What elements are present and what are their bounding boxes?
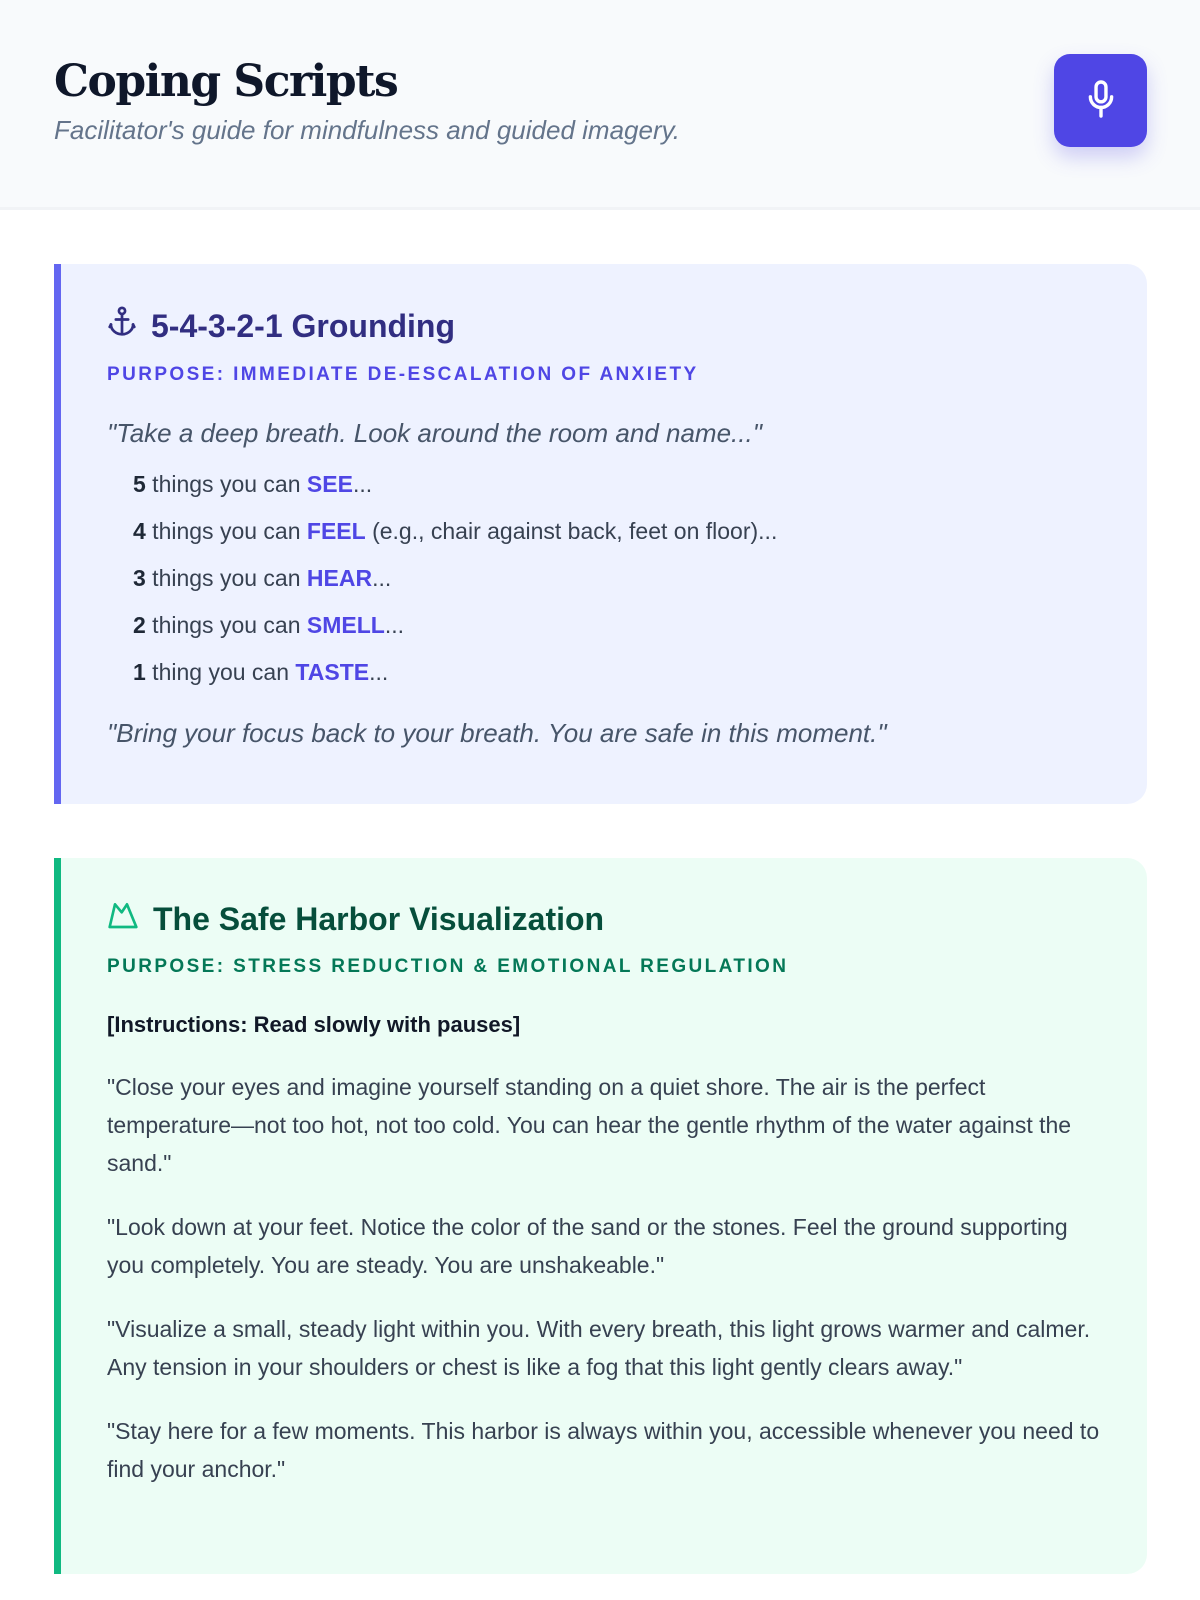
microphone-button[interactable] (1054, 54, 1147, 147)
card-title: The Safe Harbor Visualization (107, 900, 1103, 938)
list-item: 5 things you can SEE... (133, 471, 373, 497)
instructions-note: [Instructions: Read slowly with pauses] (107, 1012, 521, 1037)
mountain-icon (107, 900, 139, 938)
list-item: 1 thing you can TASTE... (133, 659, 389, 685)
list-item: 2 things you can SMELL... (133, 612, 405, 638)
page-title: Coping Scripts (54, 56, 398, 107)
script-paragraph: "Look down at your feet. Notice the color of the sand or the stones. Feel the ground supporting you completely. You are steady. You are unshakeable." (107, 1214, 1068, 1278)
script-paragraph: "Stay here for a few moments. This harbor is always within you, accessible whenever you need to find your anchor." (107, 1418, 1100, 1482)
purpose-label: PURPOSE: IMMEDIATE DE-ESCALATION OF ANXIETY (107, 364, 699, 385)
page-subtitle: Facilitator's guide for mindfulness and guided imagery. (54, 115, 680, 145)
script-paragraph: "Close your eyes and imagine yourself standing on a quiet shore. The air is the perfect temperature—not too hot, not too cold. You can hear the gentle rhythm of the water against the sand." (107, 1074, 1072, 1176)
list-item: 4 things you can FEEL (e.g., chair against back, feet on floor)... (133, 518, 778, 544)
microphone-icon (1084, 79, 1118, 122)
anchor-icon (107, 306, 137, 346)
card-title: 5-4-3-2-1 Grounding (107, 306, 1103, 346)
list-item: 3 things you can HEAR... (133, 565, 392, 591)
grounding-script-card (54, 264, 1147, 804)
closing-quote: "Bring your focus back to your breath. You are safe in this moment." (107, 718, 887, 748)
intro-quote: "Take a deep breath. Look around the room and name..." (107, 418, 762, 448)
page-header (0, 0, 1200, 210)
script-paragraph: "Visualize a small, steady light within you. With every breath, this light grows warmer and calmer. Any tension in your shoulders or chest is like a fog that this light gently clears away." (107, 1316, 1091, 1380)
grounding-steps (107, 471, 1103, 706)
safe-harbor-script-card (54, 858, 1147, 1574)
purpose-label: PURPOSE: STRESS REDUCTION & EMOTIONAL REGULATION (107, 956, 789, 977)
